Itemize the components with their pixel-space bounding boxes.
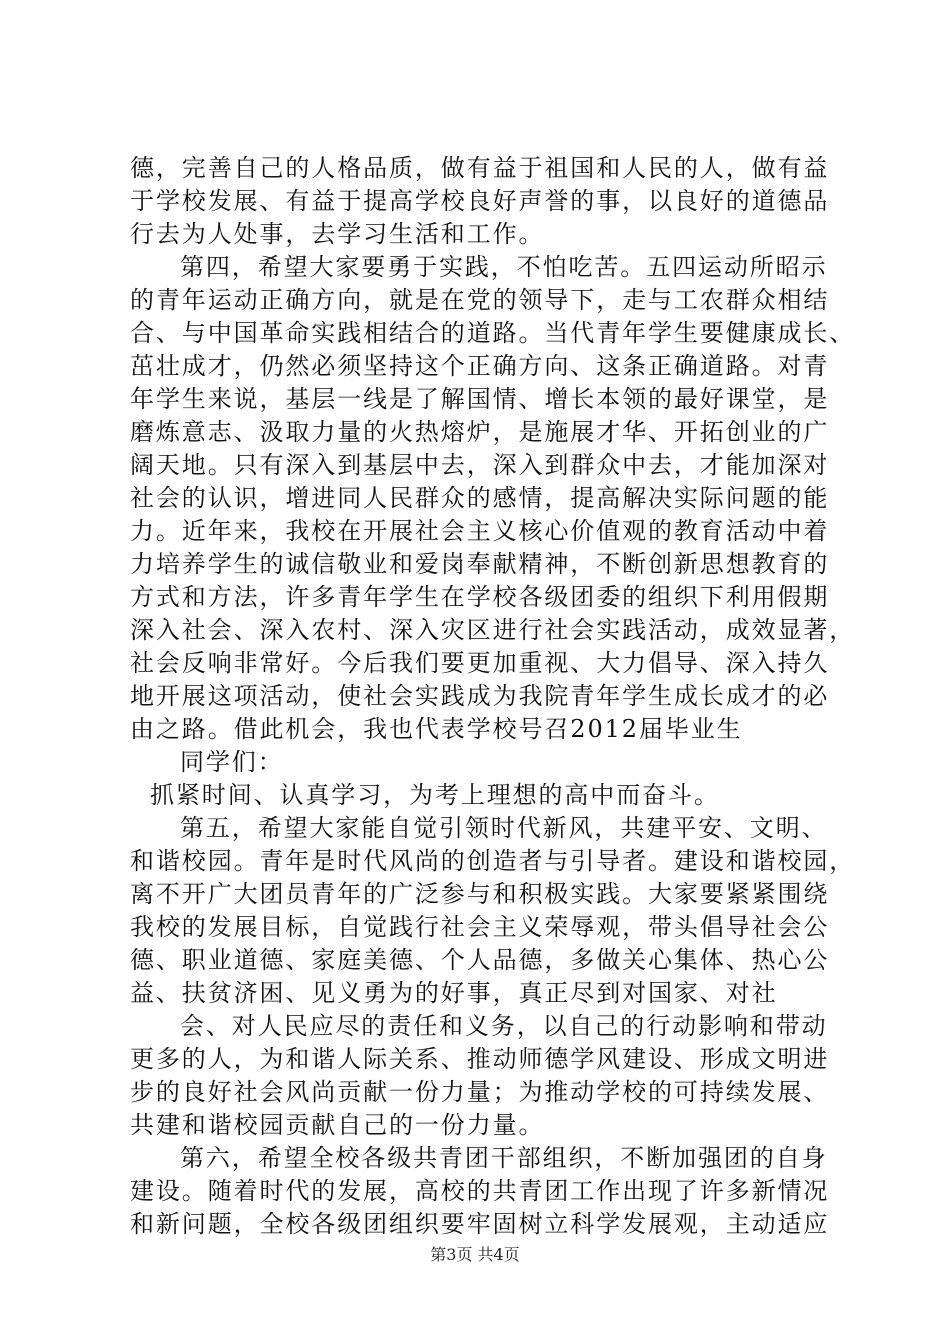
paragraph-start-line: 同学们： (180, 748, 284, 776)
document-body (130, 152, 856, 1241)
paragraph-start-line: 第四，希望大家要勇于实践，不怕吃苦。五四运动所昭示 (180, 253, 828, 281)
text-line: 磨炼意志、汲取力量的火热熔炉，是施展才华、开拓创业的广 (130, 418, 830, 446)
text-line: 社会的认识，增进同人民群众的感情，提高解决实际问题的能 (130, 484, 830, 512)
text-line: 于学校发展、有益于提高学校良好声誉的事，以良好的道德品 (130, 187, 830, 215)
text-line: 建设。随着时代的发展，高校的共青团工作出现了许多新情况 (130, 1177, 830, 1205)
paragraph-start-line: 会、对人民应尽的责任和义务，以自己的行动影响和带动 (180, 1012, 828, 1040)
text-line: 共建和谐校园贡献自己的一份力量。 (130, 1111, 545, 1139)
text-line: 更多的人，为和谐人际关系、推动师德学风建设、形成文明进 (130, 1045, 830, 1073)
paragraph-start-line: 抓紧时间、认真学习，为考上理想的高中而奋斗。 (150, 781, 720, 809)
text-line: 合、与中国革命实践相结合的道路。当代青年学生要健康成长、 (130, 319, 856, 347)
text-line: 茁壮成才，仍然必须坚持这个正确方向、这条正确道路。对青 (130, 352, 830, 380)
text-line: 社会反响非常好。今后我们要更加重视、大力倡导、深入持久 (130, 649, 830, 677)
text-line: 德，完善自己的人格品质，做有益于祖国和人民的人，做有益 (130, 154, 830, 182)
text-line: 阔天地。只有深入到基层中去，深入到群众中去，才能加深对 (130, 451, 830, 479)
paragraph-start-line: 第五，希望大家能自觉引领时代新风，共建平安、文明、 (180, 814, 828, 842)
text-line: 方式和方法，许多青年学生在学校各级团委的组织下利用假期 (130, 583, 830, 611)
text-line: 益、扶贫济困、见义勇为的好事，真正尽到对国家、对社 (130, 979, 778, 1007)
text-line: 德、职业道德、家庭美德、个人品德，多做关心集体、热心公 (130, 946, 830, 974)
text-line: 力培养学生的诚信敬业和爱岗奉献精神，不断创新思想教育的 (130, 550, 830, 578)
text-line: 和新问题，全校各级团组织要牢固树立科学发展观，主动适应 (130, 1210, 830, 1238)
text-line: 和谐校园。青年是时代风尚的创造者与引导者。建设和谐校园， (130, 847, 856, 875)
text-line: 由之路。借此机会，我也代表学校号召2012届毕业生 (130, 715, 743, 743)
text-line: 力。近年来，我校在开展社会主义核心价值观的教育活动中着 (130, 517, 830, 545)
page-number-footer: 第3页 共4页 (430, 1245, 520, 1264)
text-line: 地开展这项活动，使社会实践成为我院青年学生成长成才的必 (130, 682, 830, 710)
text-line: 深入社会、深入农村、深入灾区进行社会实践活动，成效显著， (130, 616, 856, 644)
text-line: 步的良好社会风尚贡献一份力量；为推动学校的可持续发展、 (130, 1078, 830, 1106)
text-line: 离不开广大团员青年的广泛参与和积极实践。大家要紧紧围绕 (130, 880, 830, 908)
paragraph-start-line: 第六，希望全校各级共青团干部组织，不断加强团的自身 (180, 1144, 828, 1172)
text-line: 年学生来说，基层一线是了解国情、增长本领的最好课堂，是 (130, 385, 830, 413)
text-line: 我校的发展目标，自觉践行社会主义荣辱观，带头倡导社会公 (130, 913, 830, 941)
text-line: 的青年运动正确方向，就是在党的领导下，走与工农群众相结 (130, 286, 830, 314)
text-line: 行去为人处事，去学习生活和工作。 (130, 220, 545, 248)
